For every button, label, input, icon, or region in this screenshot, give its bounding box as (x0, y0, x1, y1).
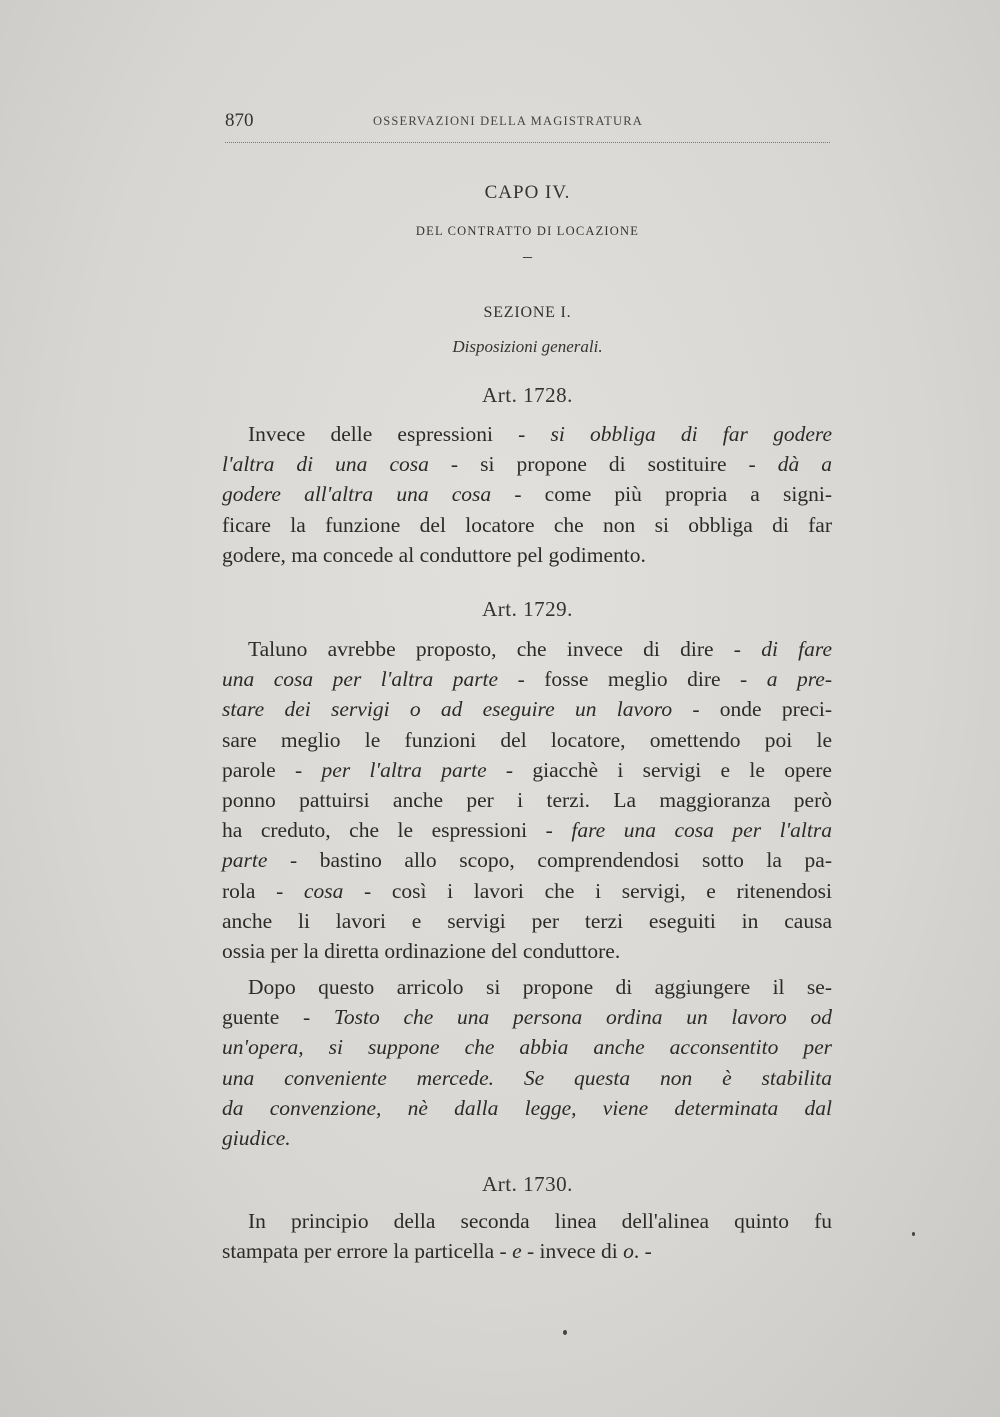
text-line: ficare la funzione del locatore che non si obbliga di far (222, 512, 832, 537)
dash-ornament: – (523, 246, 532, 266)
section-title: SEZIONE I. (483, 304, 572, 321)
text-line: ponno pattuirsi anche per i terzi. La maggioranza però (222, 788, 832, 813)
text-line: l'altra di una cosa - si propone di sostituire - dà a (222, 452, 832, 477)
text-line (222, 1032, 832, 1062)
section-subtitle: Disposizioni generali. (452, 337, 603, 356)
text-line: stampata per errore la particella - e - invece di o. - (222, 1239, 652, 1264)
italic-segment: a pre- (766, 667, 832, 692)
article-1728-text (222, 419, 832, 570)
text-line: rola - cosa - così i lavori che i servigi, e ritenendosi (222, 878, 832, 903)
article-1729-text (222, 634, 832, 966)
text-line: In principio della seconda linea dell'alinea quinto fu (248, 1209, 832, 1233)
italic-segment: un'opera, si suppone che abbia anche acconsentito per (222, 1035, 832, 1060)
italic-segment: cosa (303, 878, 344, 903)
article-1730-text (222, 1206, 832, 1266)
italic-segment: si obbliga di far godere (550, 422, 832, 446)
page-header (225, 110, 830, 140)
text-line: godere, ma concede al conduttore pel godimento. (222, 542, 646, 567)
italic-segment: parte (222, 848, 268, 873)
ink-speck (563, 1330, 567, 1335)
italic-segment: giudice. (222, 1126, 291, 1151)
text-line (222, 1063, 832, 1093)
text-line: guente - Tosto che una persona ordina un lavoro od (222, 1005, 832, 1030)
article-1729-addition-text (222, 972, 832, 1153)
article-heading-1729: Art. 1729. (482, 597, 573, 621)
article-heading-1730: Art. 1730. (482, 1172, 573, 1196)
text-line: ossia per la diretta ordinazione del conduttore. (222, 939, 621, 964)
italic-segment: per l'altra parte (321, 757, 487, 782)
running-title: OSSERVAZIONI DELLA MAGISTRATURA (373, 114, 644, 128)
italic-segment: da convenzione, nè dalla legge, viene determinata dal (222, 1095, 832, 1120)
chapter-subtitle: DEL CONTRATTO DI LOCAZIONE (415, 224, 640, 238)
italic-segment: di fare (761, 637, 832, 661)
text-line: parte - bastino allo scopo, comprendendosi sotto la pa- (222, 848, 832, 873)
text-line (222, 1093, 832, 1123)
italic-segment: l'altra di una cosa (222, 452, 429, 477)
italic-segment: o (623, 1239, 634, 1264)
text-line: Dopo questo arricolo si propone di aggiungere il se- (248, 975, 832, 999)
text-line: una cosa per l'altra parte - fosse meglio dire - a pre- (222, 667, 832, 692)
italic-segment: stare dei servigi o ad eseguire un lavoro (222, 697, 673, 722)
chapter-title: CAPO IV. (484, 182, 571, 203)
article-heading-1728: Art. 1728. (482, 383, 573, 407)
text-line: ha creduto, che le espressioni - fare una cosa per l'altra (222, 818, 832, 843)
page-number: 870 (225, 110, 254, 131)
text-line: godere all'altra una cosa - come più propria a signi- (222, 482, 832, 507)
text-line (222, 1123, 832, 1153)
italic-segment: Tosto che una persona ordina un lavoro od (333, 1005, 832, 1030)
ink-speck (912, 1232, 915, 1236)
text-line: stare dei servigi o ad eseguire un lavoro - onde preci- (222, 697, 832, 722)
text-line: parole - per l'altra parte - giacchè i servigi e le opere (222, 757, 832, 782)
italic-segment: e (512, 1239, 522, 1264)
text-line: anche li lavori e servigi per terzi eseguiti in causa (222, 908, 832, 933)
italic-segment: fare una cosa per l'altra (571, 818, 832, 843)
header-dotted-rule (225, 142, 830, 143)
text-line: Taluno avrebbe proposto, che invece di dire - di fare (248, 637, 832, 661)
italic-segment: una conveniente mercede. Se questa non è stabilita (222, 1065, 832, 1090)
italic-segment: dà a (777, 452, 832, 477)
text-line: Invece delle espressioni - si obbliga di far godere (248, 422, 832, 446)
text-line: sare meglio le funzioni del locatore, omettendo poi le (222, 727, 832, 752)
italic-segment: godere all'altra una cosa (222, 482, 492, 507)
italic-segment: una cosa per l'altra parte (222, 667, 499, 692)
